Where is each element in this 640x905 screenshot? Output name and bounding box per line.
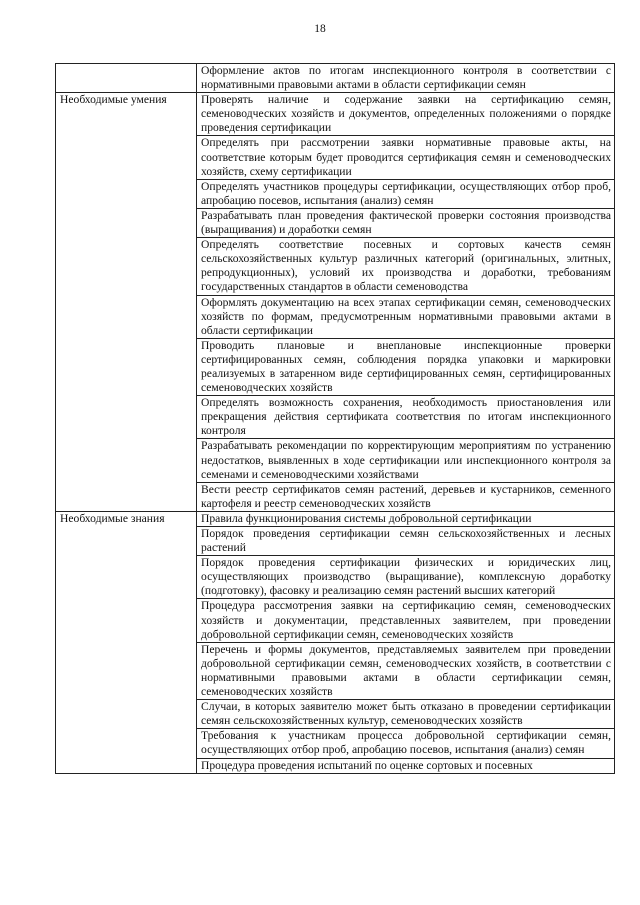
requirement-text: Проводить плановые и внеплановые инспекционные проверки сертифицированных семян, соблюдения порядка упаковки и маркировки реализуемых в затаренном виде сертифицированных семян, сертифицированных семеноводческих хозяйств — [197, 338, 615, 395]
requirement-text: Вести реестр сертификатов семян растений, деревьев и кустарников, семенного картофеля и реестр семеноводческих хозяйств — [197, 482, 615, 511]
competency-table — [55, 63, 615, 774]
requirement-text: Перечень и формы документов, представляемых заявителем при проведении добровольной сертификации семян, семеноводческих хозяйств, в соответствии с нормативными правовыми актами в области сертификации семян, семеноводческих хозяйств — [197, 642, 615, 699]
section-label: Необходимые умения — [56, 93, 197, 512]
requirement-text: Определять участников процедуры сертификации, осуществляющих отбор проб, апробацию посевов, испытания (анализ) семян — [197, 179, 615, 208]
section-label: Необходимые знания — [56, 511, 197, 773]
table-body — [56, 64, 615, 774]
table-row — [56, 64, 615, 93]
requirement-text: Определять возможность сохранения, необходимость приостановления или прекращения действия сертификата соответствия по итогам инспекционного контроля — [197, 396, 615, 439]
requirement-text: Порядок проведения сертификации физических и юридических лиц, осуществляющих производство (выращивание), комплексную доработку (подготовку), фасовку и реализацию семян растений высших категорий — [197, 556, 615, 599]
requirement-text: Процедура рассмотрения заявки на сертификацию семян, семеноводческих хозяйств и документации, представленных заявителем, при проведении добровольной сертификации семян, семеноводческих хозяйств — [197, 599, 615, 642]
requirement-text: Правила функционирования системы добровольной сертификации — [197, 511, 615, 526]
requirement-text: Случаи, в которых заявителю может быть отказано в проведении сертификации семян сельскохозяйственных культур, семеноводческих хозяйств — [197, 700, 615, 729]
requirement-text: Оформление актов по итогам инспекционного контроля в соответствии с нормативными правовыми актами в области сертификации семян — [197, 64, 615, 93]
requirement-text: Разрабатывать рекомендации по корректирующим мероприятиям по устранению недостатков, выявленных в ходе сертификации или инспекционного контроля за семенами и семеноводческими хозяйствами — [197, 439, 615, 482]
requirement-text: Проверять наличие и содержание заявки на сертификацию семян, семеноводческих хозяйств и документов, определенных положениями о порядке проведения сертификации — [197, 93, 615, 136]
requirement-text: Процедура проведения испытаний по оценке сортовых и посевных — [197, 758, 615, 773]
requirement-text: Оформлять документацию на всех этапах сертификации семян, семеноводческих хозяйств по формам, предусмотренным нормативными правовыми актами в области сертификации — [197, 295, 615, 338]
section-label — [56, 64, 197, 93]
page-number: 18 — [314, 23, 326, 35]
requirement-text: Определять соответствие посевных и сортовых качеств семян сельскохозяйственных культур различных категорий (оригинальных, элитных, репродукционных), условий их производства и доработки, требованиям государственных стандартов в области семеноводства — [197, 238, 615, 295]
table-row — [56, 93, 615, 136]
requirement-text: Порядок проведения сертификации семян сельскохозяйственных и лесных растений — [197, 527, 615, 556]
table-row — [56, 511, 615, 526]
requirement-text: Разрабатывать план проведения фактической проверки состояния производства (выращивания) и доработки семян — [197, 208, 615, 237]
requirement-text: Определять при рассмотрении заявки нормативные правовые акты, на соответствие которым будет проводится сертификация семян и семеноводческих хозяйств, схему сертификации — [197, 136, 615, 179]
requirement-text: Требования к участникам процесса добровольной сертификации семян, осуществляющих отбор проб, апробацию посевов, испытания (анализ) семян — [197, 729, 615, 758]
